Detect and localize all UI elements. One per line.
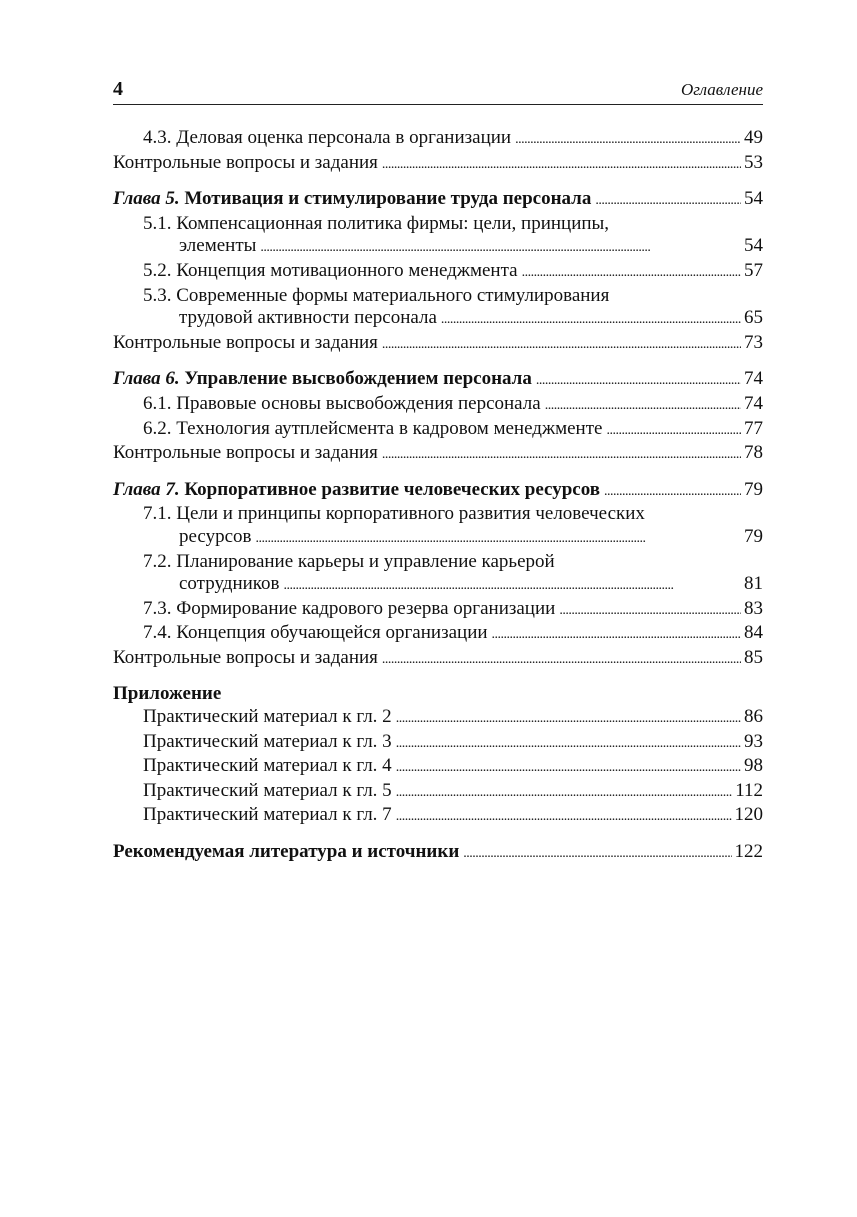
page-ref: 120 bbox=[734, 804, 763, 826]
toc-entry-5-1-cont[interactable] bbox=[113, 235, 763, 260]
dot-leader bbox=[515, 129, 741, 152]
dot-leader bbox=[604, 481, 741, 504]
appendix-item-title: Практический материал к гл. 7 bbox=[143, 804, 392, 826]
section-title: Концепция мотивационного менеджмента bbox=[176, 259, 518, 281]
running-title: Оглавление bbox=[680, 80, 763, 99]
page-ref: 77 bbox=[744, 417, 763, 439]
section-title-line1: Цели и принципы корпоративного развития человеческих bbox=[176, 503, 645, 525]
toc-entry-7-4[interactable] bbox=[113, 622, 763, 647]
page-ref: 53 bbox=[744, 151, 763, 173]
dot-leader bbox=[396, 806, 732, 829]
chapter-label: Глава 5. bbox=[113, 188, 180, 210]
toc-entry-7-2-cont[interactable] bbox=[113, 573, 763, 598]
appendix-heading: Приложение bbox=[113, 683, 222, 705]
section-title-line2: элементы bbox=[179, 235, 257, 257]
toc-appendix-item[interactable] bbox=[113, 804, 763, 829]
dot-leader bbox=[382, 334, 741, 357]
toc-chapter-6[interactable] bbox=[113, 368, 763, 393]
toc-appendix-item[interactable] bbox=[113, 755, 763, 780]
page-ref: 122 bbox=[734, 841, 763, 863]
section-number: 5.3. bbox=[143, 284, 172, 306]
toc-entry-5-1[interactable] bbox=[113, 213, 763, 236]
page-ref: 49 bbox=[744, 127, 763, 148]
dot-leader bbox=[396, 757, 741, 780]
page-ref: 79 bbox=[744, 478, 763, 500]
appendix-item-title: Практический материал к гл. 5 bbox=[143, 779, 392, 801]
section-number: 7.2. bbox=[143, 550, 172, 572]
dot-leader bbox=[396, 708, 741, 731]
toc-entry-6-1[interactable] bbox=[113, 393, 763, 418]
section-title: Правовые основы высвобождения персонала bbox=[176, 392, 541, 414]
chapter-title: Мотивация и стимулирование труда персонала bbox=[184, 188, 592, 210]
section-number: 7.3. bbox=[143, 597, 172, 619]
chapter-title: Корпоративное развитие человеческих ресурсов bbox=[184, 478, 601, 500]
section-title: Контрольные вопросы и задания bbox=[113, 151, 378, 173]
page-ref: 79 bbox=[744, 525, 763, 547]
page-ref: 54 bbox=[744, 188, 763, 210]
dot-leader bbox=[382, 649, 741, 672]
section-number: 5.1. bbox=[143, 212, 172, 234]
section-title: Формирование кадрового резерва организации bbox=[176, 597, 556, 619]
dot-leader bbox=[260, 237, 741, 260]
appendix-item-title: Практический материал к гл. 4 bbox=[143, 755, 392, 777]
page-ref: 54 bbox=[744, 235, 763, 257]
dot-leader bbox=[396, 782, 733, 805]
toc-entry-questions-ch6[interactable] bbox=[113, 442, 763, 467]
toc-literature[interactable] bbox=[113, 841, 763, 866]
page-header bbox=[113, 78, 763, 105]
dot-leader bbox=[545, 395, 741, 418]
section-number: 7.1. bbox=[143, 503, 172, 525]
section-title: Контрольные вопросы и задания bbox=[113, 331, 378, 353]
section-title: Деловая оценка персонала в организации bbox=[176, 127, 512, 148]
section-title-line2: трудовой активности персонала bbox=[179, 307, 437, 329]
dot-leader bbox=[382, 154, 741, 177]
section-title-line2: ресурсов bbox=[179, 525, 252, 547]
page-ref: 98 bbox=[744, 755, 763, 777]
section-title: Технология аутплейсмента в кадровом менеджменте bbox=[176, 417, 603, 439]
page-ref: 93 bbox=[744, 730, 763, 752]
toc-entry-questions-ch7[interactable] bbox=[113, 647, 763, 672]
dot-leader bbox=[536, 370, 741, 393]
dot-leader bbox=[463, 843, 731, 866]
toc-appendix-item[interactable] bbox=[113, 780, 763, 805]
literature-title: Рекомендуемая литература и источники bbox=[113, 841, 460, 863]
dot-leader bbox=[492, 624, 741, 647]
page-ref: 78 bbox=[744, 442, 763, 464]
toc-entry-questions-ch5[interactable] bbox=[113, 332, 763, 357]
dot-leader bbox=[522, 262, 741, 285]
chapter-label: Глава 6. bbox=[113, 368, 180, 390]
page-ref: 84 bbox=[744, 622, 763, 644]
toc-entry-5-2[interactable] bbox=[113, 260, 763, 285]
dot-leader bbox=[396, 733, 741, 756]
dot-leader bbox=[382, 444, 741, 467]
section-number: 7.4. bbox=[143, 622, 172, 644]
toc-entry-5-3[interactable] bbox=[113, 285, 763, 308]
page-ref: 65 bbox=[744, 307, 763, 329]
toc-chapter-7[interactable] bbox=[113, 479, 763, 504]
page-ref: 74 bbox=[744, 368, 763, 390]
appendix-item-title: Практический материал к гл. 2 bbox=[143, 706, 392, 728]
table-of-contents bbox=[113, 127, 763, 866]
dot-leader bbox=[256, 528, 742, 551]
toc-chapter-5[interactable] bbox=[113, 188, 763, 213]
section-title: Контрольные вопросы и задания bbox=[113, 646, 378, 668]
page-ref: 57 bbox=[744, 259, 763, 281]
chapter-label: Глава 7. bbox=[113, 478, 180, 500]
page-ref: 85 bbox=[744, 646, 763, 668]
page-ref: 86 bbox=[744, 706, 763, 728]
dot-leader bbox=[284, 575, 741, 598]
page-ref: 81 bbox=[744, 573, 763, 595]
section-number: 6.1. bbox=[143, 392, 172, 414]
appendix-item-title: Практический материал к гл. 3 bbox=[143, 730, 392, 752]
section-title-line1: Современные формы материального стимулирования bbox=[176, 284, 610, 306]
page-ref: 83 bbox=[744, 597, 763, 619]
section-number: 4.3. bbox=[143, 127, 172, 148]
section-title: Концепция обучающейся организации bbox=[176, 622, 488, 644]
toc-entry-7-2[interactable] bbox=[113, 551, 763, 574]
toc-appendix-item[interactable] bbox=[113, 706, 763, 731]
toc-appendix-heading[interactable] bbox=[113, 683, 763, 706]
section-number: 6.2. bbox=[143, 417, 172, 439]
section-title-line1: Планирование карьеры и управление карьерой bbox=[176, 550, 555, 572]
toc-entry-7-1[interactable] bbox=[113, 503, 763, 526]
toc-entry-5-3-cont[interactable] bbox=[113, 307, 763, 332]
page-ref: 112 bbox=[735, 779, 763, 801]
toc-entry-questions-ch4[interactable] bbox=[113, 152, 763, 177]
section-title-line2: сотрудников bbox=[179, 573, 280, 595]
dot-leader bbox=[441, 309, 741, 332]
chapter-title: Управление высвобождением персонала bbox=[184, 368, 532, 390]
section-number: 5.2. bbox=[143, 259, 172, 281]
toc-entry-7-3[interactable] bbox=[113, 598, 763, 623]
page-number: 4 bbox=[113, 78, 123, 100]
toc-entry-6-2[interactable] bbox=[113, 418, 763, 443]
dot-leader bbox=[559, 600, 741, 623]
dot-leader bbox=[595, 190, 741, 213]
page-ref: 74 bbox=[744, 392, 763, 414]
toc-appendix-item[interactable] bbox=[113, 731, 763, 756]
section-title: Контрольные вопросы и задания bbox=[113, 442, 378, 464]
toc-entry-4-3[interactable] bbox=[113, 127, 763, 152]
toc-entry-7-1-cont[interactable] bbox=[113, 526, 763, 551]
page-ref: 73 bbox=[744, 331, 763, 353]
section-title-line1: Компенсационная политика фирмы: цели, принципы, bbox=[176, 212, 610, 234]
dot-leader bbox=[606, 420, 741, 443]
